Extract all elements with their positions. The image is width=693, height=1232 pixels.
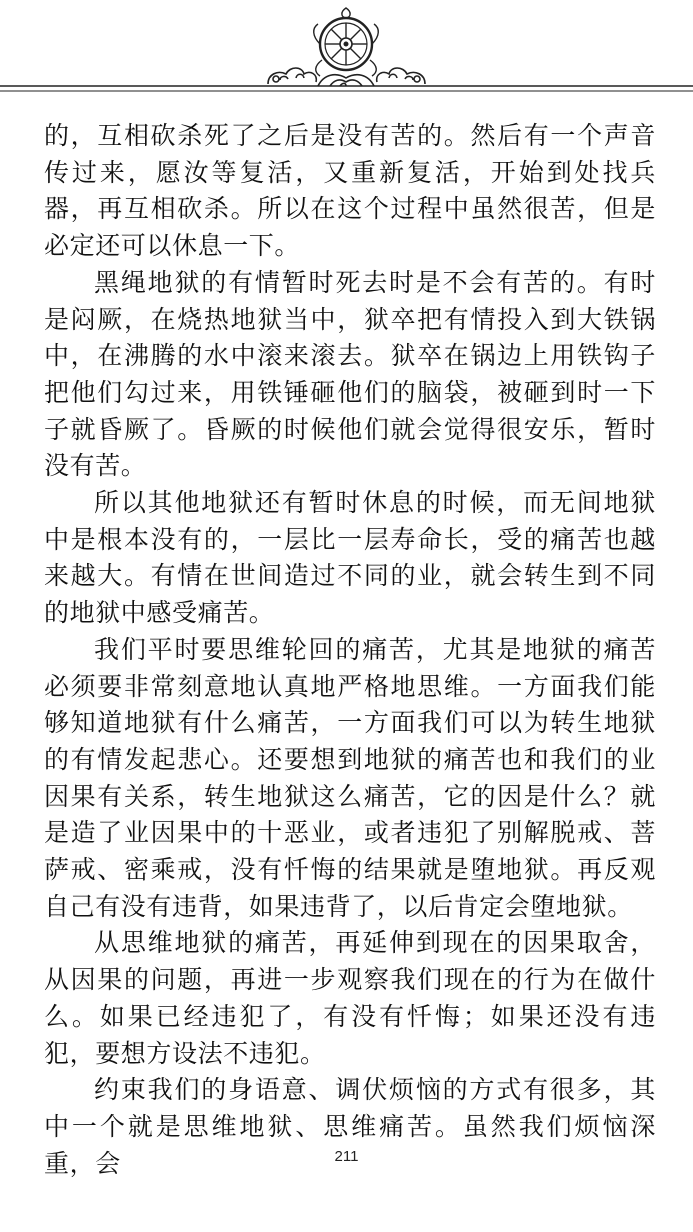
page-body-text [44,118,656,1182]
paragraph: 我们平时要思维轮回的痛苦，尤其是地狱的痛苦必须要非常刻意地认真地严格地思维。一方面我们能够知道地狱有什么痛苦，一方面我们可以为转生地狱的有情发起悲心。还要想到地狱的痛苦也和我们的业因果有关系，转生地狱这么痛苦，它的因是什么？就是造了业因果中的十恶业，或者违犯了别解脱戒、菩萨戒、密乘戒，没有忏悔的结果就是堕地狱。再反观自己有没有违背，如果违背了，以后肯定会堕地狱。 [44,634,656,921]
paragraph: 约束我们的身语意、调伏烦恼的方式有很多，其中一个就是思维地狱、思维痛苦。虽然我们烦恼深重，会 [44,1075,656,1178]
paragraph: 所以其他地狱还有暂时休息的时候，而无间地狱中是根本没有的，一层比一层寿命长，受的痛苦也越来越大。有情在世间造过不同的业，就会转生到不同的地狱中感受痛苦。 [44,488,656,628]
paragraph: 从思维地狱的痛苦，再延伸到现在的因果取舍，从因果的问题，再进一步观察我们现在的行为在做什么。如果已经违犯了，有没有忏悔；如果还没有违犯，要想方设法不违犯。 [44,928,656,1068]
paragraph: 黑绳地狱的有情暂时死去时是不会有苦的。有时是闷厥，在烧热地狱当中，狱卒把有情投入到大铁锅中，在沸腾的水中滚来滚去。狱卒在锅边上用铁钩子把他们勾过来，用铁锤砸他们的脑袋，被砸到时一下子就昏厥了。昏厥的时候他们就会觉得很安乐，暂时没有苦。 [44,267,656,481]
dharma-wheel-icon [0,0,693,110]
page-header-ornament [0,0,693,110]
page-number: 211 [334,1148,359,1165]
paragraph: 的，互相砍杀死了之后是没有苦的。然后有一个声音传过来，愿汝等复活，又重新复活，开始到处找兵器，再互相砍杀。所以在这个过程中虽然很苦，但是必定还可以休息一下。 [44,121,656,261]
